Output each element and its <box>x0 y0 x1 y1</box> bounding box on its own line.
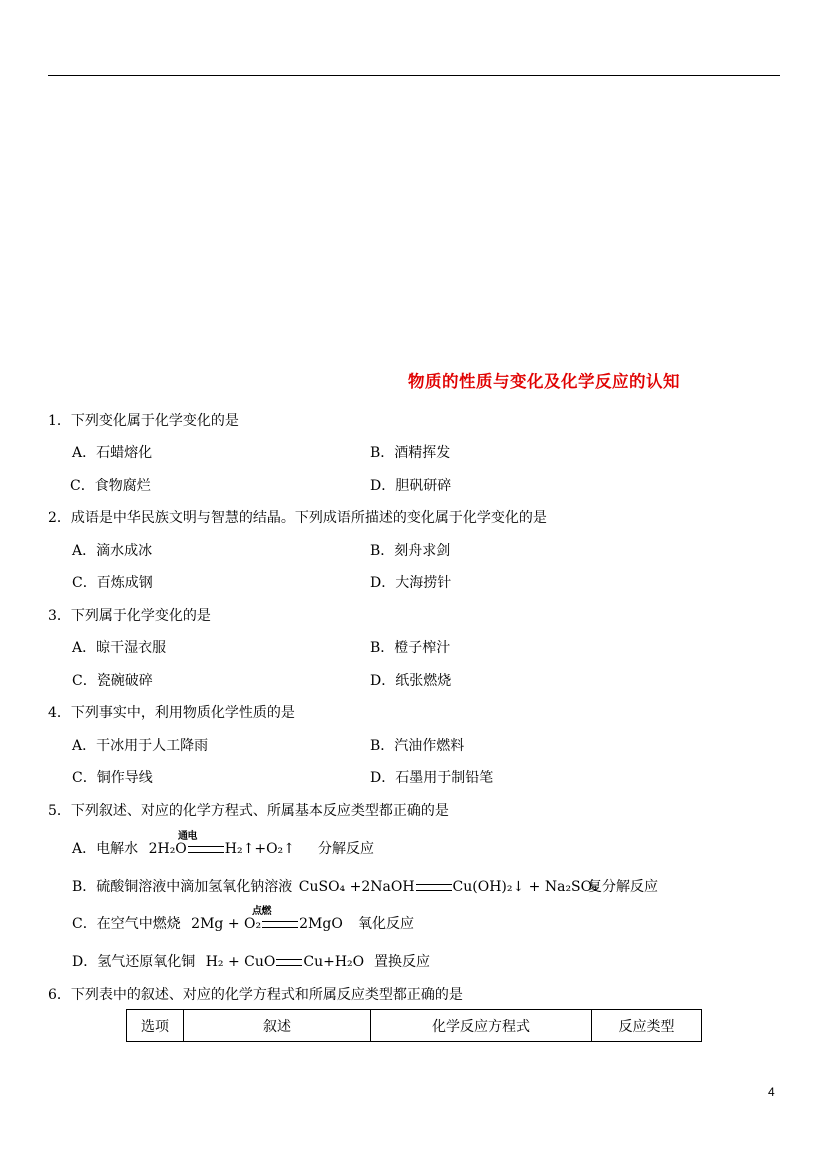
q5d-reaction-type: 置换反应 <box>374 954 430 970</box>
q5a-lhs: 2H₂O <box>148 841 187 857</box>
q5c-rhs: 2MgO <box>299 916 343 932</box>
question-5-stem: 5．下列叙述、对应的化学方程式、所属基本反应类型都正确的是 <box>48 803 449 819</box>
q2-option-c: C．百炼成钢 <box>72 575 153 591</box>
q5d-rhs: Cu+H₂O <box>303 954 365 970</box>
question-2-stem: 2．成语是中华民族文明与智慧的结晶。下列成语所描述的变化属于化学变化的是 <box>48 510 547 526</box>
q5c-reaction-type: 氧化反应 <box>358 916 414 932</box>
table-header-reaction-type: 反应类型 <box>592 1010 702 1042</box>
q2-option-b: B．刻舟求剑 <box>370 543 451 559</box>
q1-option-d: D．胆矾研碎 <box>370 478 452 494</box>
table-header-description: 叙述 <box>184 1010 371 1042</box>
q5d-lhs: H₂ + CuO <box>205 954 276 970</box>
q4-option-b: B．汽油作燃料 <box>370 738 465 754</box>
q1-option-c: C．食物腐烂 <box>70 478 151 494</box>
q5a-condition: 通电 <box>178 831 197 842</box>
table-header-equation: 化学反应方程式 <box>371 1010 592 1042</box>
q3-option-b: B．橙子榨汁 <box>370 640 451 656</box>
q5c-equals-sign <box>262 921 298 928</box>
table-header-option: 选项 <box>127 1010 184 1042</box>
page-number: 4 <box>768 1085 775 1099</box>
q4-option-c: C．铜作导线 <box>72 770 153 786</box>
q5b-lhs: CuSO₄ +2NaOH <box>298 879 415 895</box>
q4-option-d: D．石墨用于制铅笔 <box>370 770 494 786</box>
question-1-stem: 1．下列变化属于化学变化的是 <box>48 413 239 429</box>
q4-option-a: A．干冰用于人工降雨 <box>72 738 209 754</box>
q5b-label: B．硫酸铜溶液中滴加氢氧化钠溶液 <box>72 879 293 895</box>
q5d-label: D．氢气还原氧化铜 <box>72 954 196 970</box>
q5-option-b <box>72 876 598 896</box>
q5c-lhs: 2Mg + O₂ <box>191 916 262 932</box>
table-header-row <box>127 1010 702 1042</box>
q3-option-c: C．瓷碗破碎 <box>72 673 153 689</box>
header-rule <box>48 75 780 76</box>
page-title: 物质的性质与变化及化学反应的认知 <box>408 372 680 391</box>
q5b-reaction-type: 复分解反应 <box>588 879 658 895</box>
q5-option-d <box>72 951 364 971</box>
question-3-stem: 3．下列属于化学变化的是 <box>48 608 211 624</box>
q5b-equals-sign <box>416 884 452 891</box>
question-4-stem: 4．下列事实中，利用物质化学性质的是 <box>48 705 295 721</box>
q3-option-a: A．晾干湿衣服 <box>72 640 167 656</box>
q1-option-b: B．酒精挥发 <box>370 445 451 461</box>
q2-option-a: A．滴水成冰 <box>72 543 153 559</box>
q2-option-d: D．大海捞针 <box>370 575 452 591</box>
q5b-rhs: Cu(OH)₂↓ + Na₂SO₄ <box>452 879 598 895</box>
q5a-reaction-type: 分解反应 <box>318 841 374 857</box>
q5-option-c <box>72 913 343 933</box>
q5a-rhs: H₂↑+O₂↑ <box>224 841 295 857</box>
q1-option-a: A．石蜡熔化 <box>72 445 153 461</box>
q5a-label: A．电解水 <box>72 841 139 857</box>
q5a-equals-sign <box>188 846 224 853</box>
q3-option-d: D．纸张燃烧 <box>370 673 452 689</box>
q5c-condition: 点燃 <box>252 906 271 917</box>
question-6-stem: 6．下列表中的叙述、对应的化学方程式和所属反应类型都正确的是 <box>48 987 463 1003</box>
q5d-equals-sign <box>276 959 302 966</box>
q5c-label: C．在空气中燃烧 <box>72 916 181 932</box>
q6-table <box>126 1009 702 1042</box>
